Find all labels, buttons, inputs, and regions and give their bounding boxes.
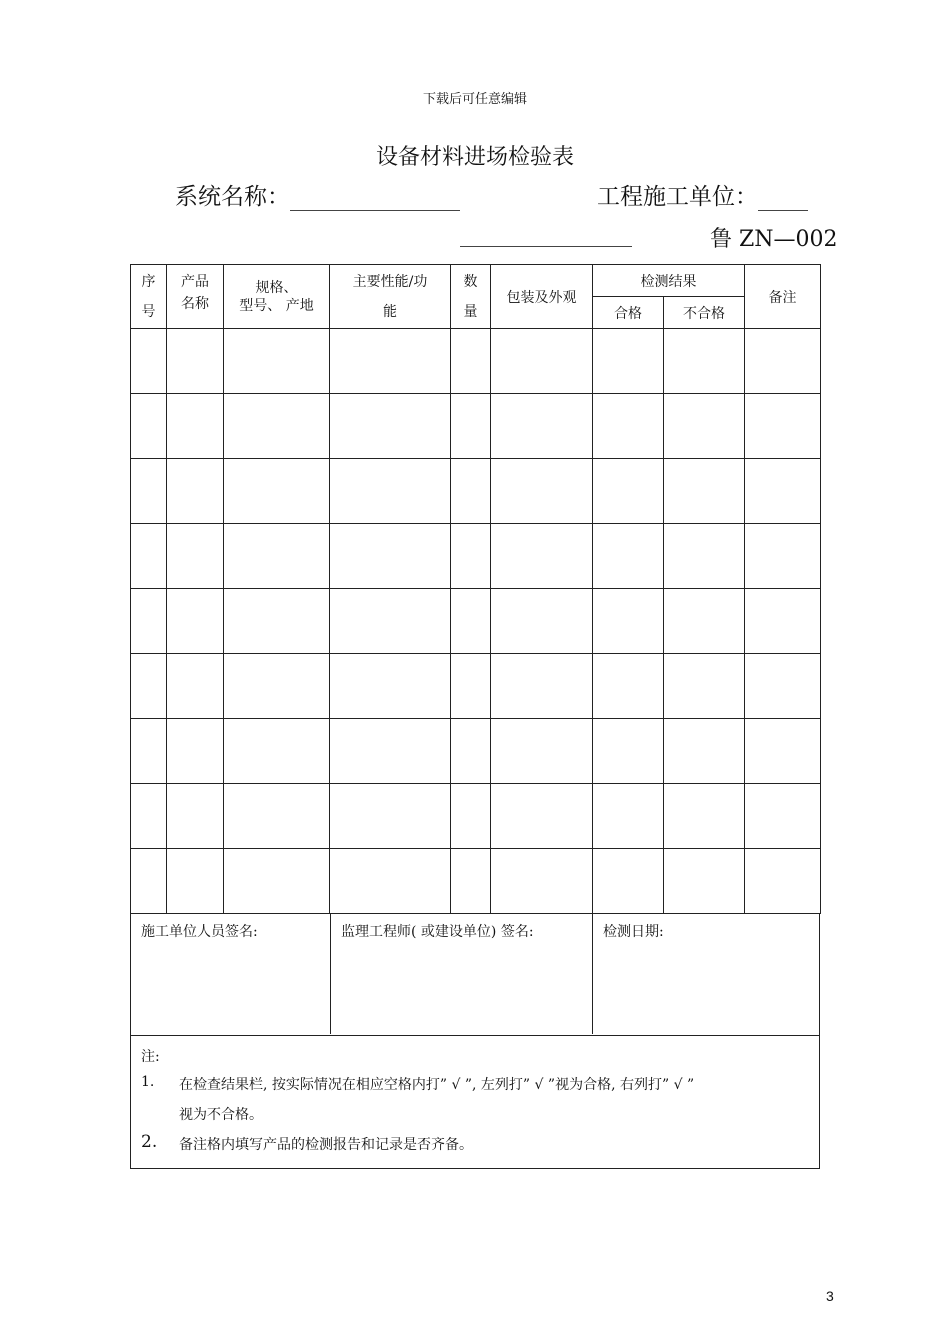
table-cell[interactable]	[491, 784, 593, 849]
header-packaging: 包装及外观	[491, 265, 593, 329]
table-cell[interactable]	[664, 524, 745, 589]
table-cell[interactable]	[167, 849, 224, 914]
table-cell[interactable]	[167, 459, 224, 524]
header-seq-line2: 号	[141, 303, 156, 320]
table-cell[interactable]	[224, 459, 330, 524]
table-cell[interactable]	[131, 329, 167, 394]
table-row	[131, 784, 821, 849]
inspection-table-wrapper	[130, 264, 820, 914]
table-cell[interactable]	[167, 654, 224, 719]
table-cell[interactable]	[451, 524, 491, 589]
table-cell[interactable]	[664, 654, 745, 719]
table-cell[interactable]	[330, 459, 451, 524]
table-row	[131, 719, 821, 784]
contractor-signature-label: 施工单位人员签名:	[141, 924, 258, 940]
form-code-number: ZN—002	[739, 227, 838, 252]
table-cell[interactable]	[131, 459, 167, 524]
table-cell[interactable]	[593, 394, 664, 459]
construction-unit-field	[597, 178, 808, 211]
table-cell[interactable]	[491, 719, 593, 784]
table-cell[interactable]	[491, 589, 593, 654]
table-cell[interactable]	[330, 784, 451, 849]
table-cell[interactable]	[593, 784, 664, 849]
table-cell[interactable]	[131, 524, 167, 589]
table-cell[interactable]	[224, 654, 330, 719]
header-quantity-line2: 量	[463, 303, 478, 320]
table-cell[interactable]	[664, 784, 745, 849]
table-cell[interactable]	[745, 719, 821, 784]
table-cell[interactable]	[491, 329, 593, 394]
table-cell[interactable]	[451, 849, 491, 914]
table-row	[131, 459, 821, 524]
table-cell[interactable]	[664, 394, 745, 459]
table-cell[interactable]	[491, 394, 593, 459]
table-cell[interactable]	[224, 589, 330, 654]
header-remark: 备注	[745, 265, 821, 329]
table-cell[interactable]	[131, 849, 167, 914]
table-cell[interactable]	[330, 329, 451, 394]
table-row	[131, 329, 821, 394]
table-cell[interactable]	[330, 589, 451, 654]
header-performance	[330, 265, 451, 329]
table-row	[131, 849, 821, 914]
table-cell[interactable]	[745, 784, 821, 849]
table-cell[interactable]	[131, 719, 167, 784]
construction-unit-blank[interactable]	[758, 190, 808, 211]
table-cell[interactable]	[451, 394, 491, 459]
table-cell[interactable]	[593, 589, 664, 654]
test-date-cell[interactable]	[593, 913, 818, 1034]
header-performance-line2: 能	[383, 303, 397, 320]
table-cell[interactable]	[224, 394, 330, 459]
table-cell[interactable]	[131, 654, 167, 719]
system-name-blank[interactable]	[290, 190, 460, 211]
header-seq-line1: 序	[141, 273, 156, 290]
table-cell[interactable]	[745, 394, 821, 459]
header-quantity-line1: 数	[463, 273, 478, 290]
page-number: 3	[826, 1288, 834, 1304]
table-cell[interactable]	[745, 459, 821, 524]
table-cell[interactable]	[167, 329, 224, 394]
table-cell[interactable]	[451, 784, 491, 849]
table-cell[interactable]	[167, 589, 224, 654]
note-2-text: 备注格内填写产品的检测报告和记录是否齐备。	[179, 1137, 473, 1153]
table-cell[interactable]	[593, 849, 664, 914]
table-cell[interactable]	[491, 654, 593, 719]
table-cell[interactable]	[491, 524, 593, 589]
table-cell[interactable]	[330, 719, 451, 784]
notes-label: 注:	[141, 1049, 160, 1065]
table-cell[interactable]	[451, 329, 491, 394]
header-product-name-line1: 产品	[181, 274, 209, 290]
header-product-name	[167, 265, 224, 329]
table-cell[interactable]	[593, 329, 664, 394]
table-cell[interactable]	[451, 589, 491, 654]
table-row	[131, 589, 821, 654]
note-1-number: 1.	[141, 1074, 155, 1090]
table-cell[interactable]	[224, 719, 330, 784]
table-cell[interactable]	[224, 329, 330, 394]
download-note: 下载后可任意编辑	[422, 92, 527, 107]
table-cell[interactable]	[451, 654, 491, 719]
table-cell[interactable]	[224, 784, 330, 849]
system-name-field	[175, 178, 460, 211]
table-cell[interactable]	[745, 849, 821, 914]
table-cell[interactable]	[593, 654, 664, 719]
table-cell[interactable]	[451, 459, 491, 524]
header-pass: 合格	[593, 297, 664, 329]
system-name-label: 系统名称：	[175, 184, 290, 210]
header-test-result: 检测结果	[593, 265, 745, 297]
test-date-label: 检测日期:	[603, 924, 664, 940]
table-row	[131, 524, 821, 589]
table-cell[interactable]	[593, 459, 664, 524]
table-cell[interactable]	[131, 784, 167, 849]
table-cell[interactable]	[745, 329, 821, 394]
note-2-number: 2.	[141, 1132, 158, 1152]
supervisor-signature-cell[interactable]	[331, 913, 593, 1034]
table-cell[interactable]	[131, 394, 167, 459]
header-quantity	[451, 265, 491, 329]
construction-unit-label: 工程施工单位：	[597, 184, 758, 210]
notes-section	[130, 1035, 820, 1169]
table-cell[interactable]	[330, 394, 451, 459]
form-code	[710, 222, 838, 253]
table-row	[131, 394, 821, 459]
table-cell[interactable]	[664, 329, 745, 394]
table-cell[interactable]	[330, 524, 451, 589]
inspection-table	[130, 264, 821, 914]
table-cell[interactable]	[224, 849, 330, 914]
table-cell[interactable]	[330, 849, 451, 914]
header-spec-line1: 规格、	[255, 279, 298, 296]
header-spec	[224, 265, 330, 329]
table-cell[interactable]	[664, 459, 745, 524]
form-code-prefix: 鲁	[710, 227, 733, 252]
table-cell[interactable]	[451, 719, 491, 784]
header-performance-line1: 主要性能/功	[352, 273, 428, 290]
note-1-line1: 在检查结果栏, 按实际情况在相应空格内打” √ ”, 左列打” √ ”视为合格, 右列打” √ ”	[179, 1077, 695, 1093]
table-cell[interactable]	[491, 459, 593, 524]
table-cell[interactable]	[491, 849, 593, 914]
table-cell[interactable]	[167, 524, 224, 589]
table-cell[interactable]	[131, 589, 167, 654]
table-cell[interactable]	[167, 719, 224, 784]
page-title: 设备材料进场检验表	[375, 145, 574, 170]
table-cell[interactable]	[330, 654, 451, 719]
table-cell[interactable]	[167, 784, 224, 849]
table-row	[131, 654, 821, 719]
table-cell[interactable]	[745, 654, 821, 719]
table-cell[interactable]	[593, 524, 664, 589]
table-cell[interactable]	[664, 589, 745, 654]
contractor-signature-cell[interactable]	[131, 913, 331, 1034]
table-cell[interactable]	[745, 524, 821, 589]
table-cell[interactable]	[167, 394, 224, 459]
header-spec-line2: 型号、 产地	[239, 297, 314, 314]
table-cell[interactable]	[593, 719, 664, 784]
table-cell[interactable]	[745, 589, 821, 654]
header-product-name-line2: 名称	[181, 296, 209, 312]
signature-section	[130, 913, 820, 1036]
table-cell[interactable]	[664, 719, 745, 784]
construction-unit-blank-continued[interactable]	[460, 228, 632, 247]
header-seq	[131, 265, 167, 329]
table-cell[interactable]	[664, 849, 745, 914]
note-1-line2: 视为不合格。	[179, 1107, 263, 1123]
header-fail: 不合格	[664, 297, 745, 329]
table-cell[interactable]	[224, 524, 330, 589]
supervisor-signature-label: 监理工程师( 或建设单位) 签名:	[341, 924, 534, 940]
